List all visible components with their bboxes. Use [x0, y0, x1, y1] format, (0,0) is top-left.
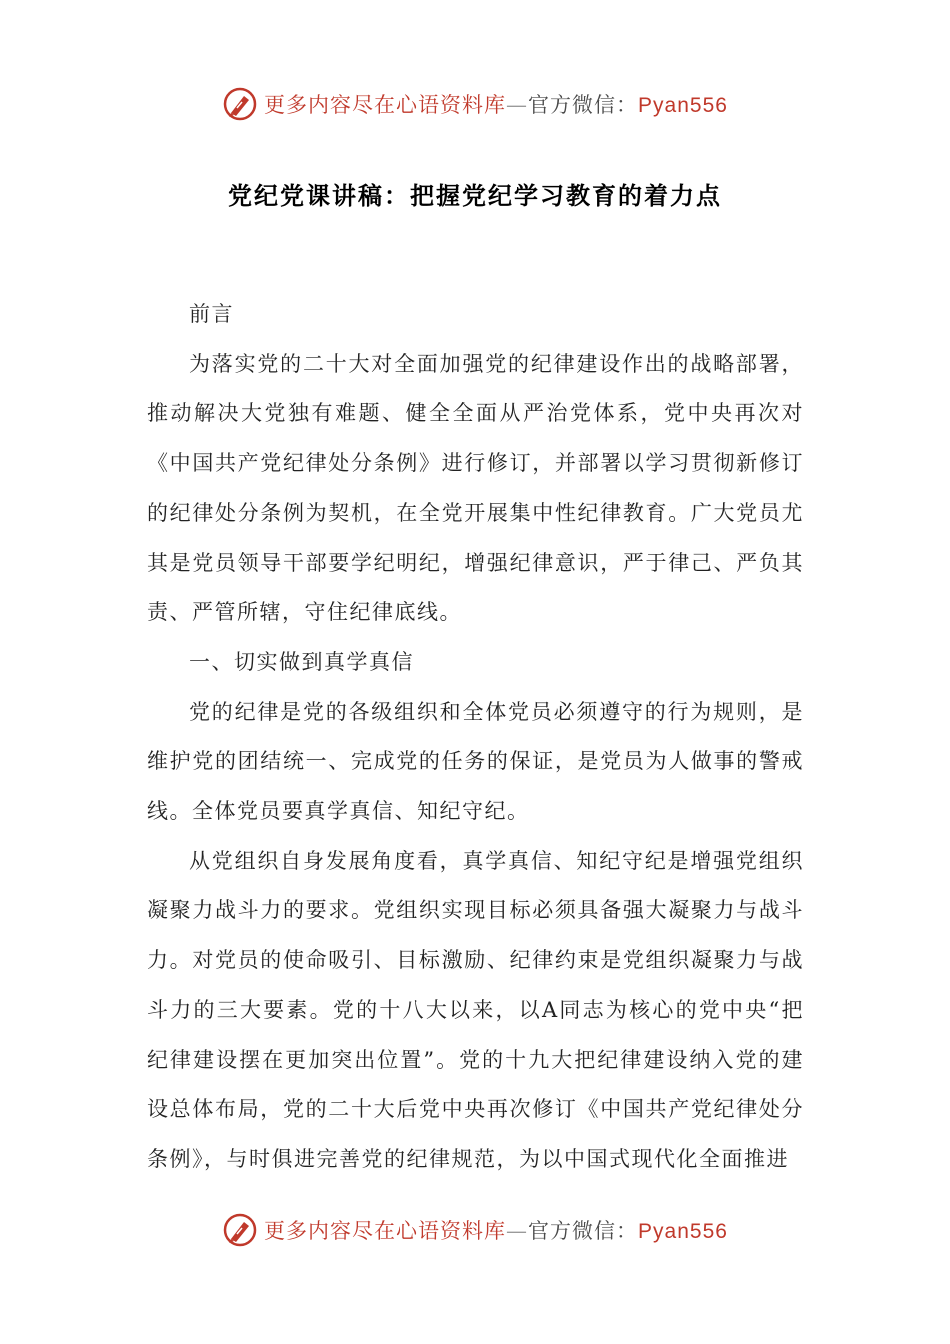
paragraph-preface-body: 为落实党的二十大对全面加强党的纪律建设作出的战略部署，推动解决大党独有难题、健全全面从严治党体系，党中央再次对《中国共产党纪律处分条例》进行修订，并部署以学习贯彻新修订的纪律处分条例为契机，在全党开展集中性纪律教育。广大党员尤其是党员领导干部要学纪明纪，增强纪律意识，严于律己、严负其责、严管所辖，守住纪律底线。: [147, 351, 804, 625]
paragraph-preface-heading: 前言: [189, 302, 234, 326]
watermark-dash: —: [506, 1219, 529, 1243]
watermark-brand: 更多内容尽在心语资料库: [264, 93, 507, 117]
paragraph-section1-body-1: 党的纪律是党的各级组织和全体党员必须遵守的行为规则，是维护党的团结统一、完成党的任务的保证，是党员为人做事的警戒线。全体党员要真学真信、知纪守纪。: [147, 699, 804, 824]
watermark-dash: —: [506, 93, 529, 117]
pen-nib-logo-icon: [222, 1212, 258, 1248]
watermark-banner-top: [0, 82, 950, 126]
paragraph-section1-body-2: 从党组织自身发展角度看，真学真信、知纪守纪是增强党组织凝聚力战斗力的要求。党组织实现目标必须具备强大凝聚力与战斗力。对党员的使命吸引、目标激励、纪律约束是党组织凝聚力与战斗力的三大要素。党的十八大以来，以A同志为核心的党中央“把纪律建设摆在更加突出位置”。党的十九大把纪律建设纳入党的建设总体布局，党的二十大后党中央再次修订《中国共产党纪律处分条例》，与时俱进完善党的纪律规范，为以中国式现代化全面推进: [147, 848, 804, 1171]
document-body: [147, 290, 804, 1185]
pen-nib-logo-icon: [222, 86, 258, 122]
watermark-wechat-handle: Pyan556: [638, 94, 728, 117]
watermark-brand: 更多内容尽在心语资料库: [264, 1219, 507, 1243]
watermark-banner-bottom: [0, 1208, 950, 1252]
watermark-official-label: 官方微信：: [528, 1219, 639, 1243]
watermark-text: [264, 89, 728, 119]
watermark-wechat-handle: Pyan556: [638, 1220, 728, 1243]
document-title: 党纪党课讲稿：把握党纪学习教育的着力点: [228, 181, 722, 210]
watermark-text: [264, 1215, 728, 1245]
watermark-official-label: 官方微信：: [528, 93, 639, 117]
section-heading-1: 一、切实做到真学真信: [189, 649, 414, 674]
